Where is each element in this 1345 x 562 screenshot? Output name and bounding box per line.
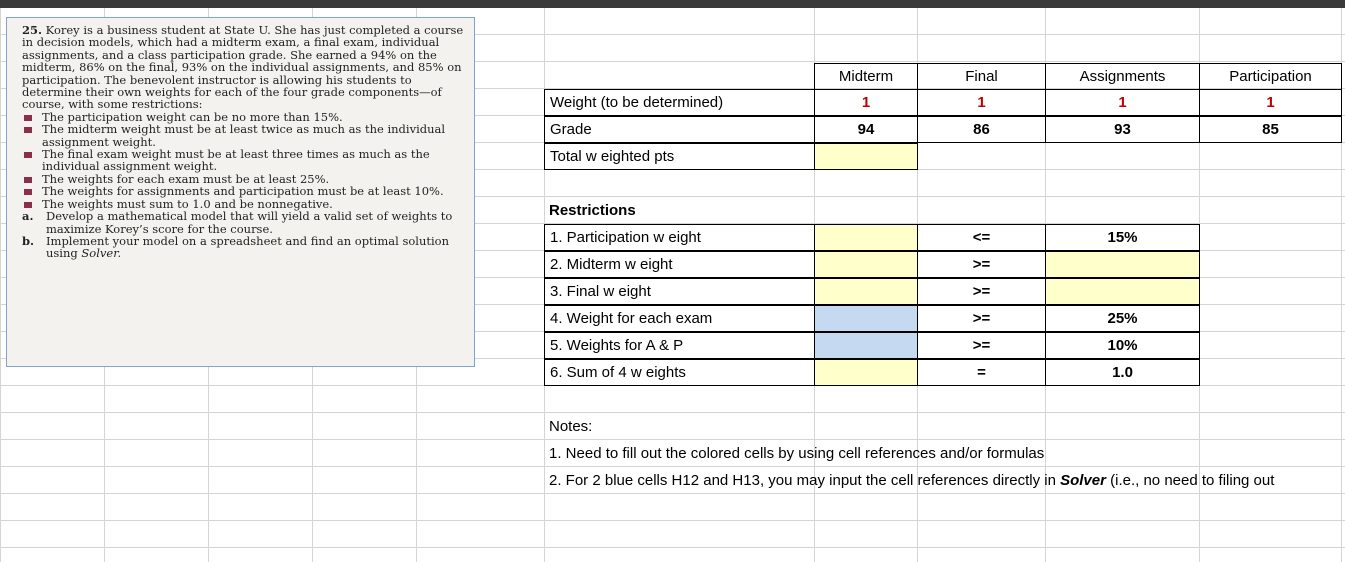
restriction-lhs-cell[interactable] bbox=[814, 224, 918, 251]
bullet-square-icon bbox=[24, 115, 32, 121]
total-weighted-label[interactable]: Total w eighted pts bbox=[544, 143, 815, 170]
problem-part-b: b. Implement your model on a spreadsheet and find an optimal solution using Solver. bbox=[22, 233, 449, 261]
restriction-label[interactable]: 5. Weights for A & P bbox=[544, 332, 815, 359]
bullet-square-icon bbox=[24, 189, 32, 195]
bullet-square-icon bbox=[24, 177, 32, 183]
restriction-operator[interactable]: <= bbox=[917, 224, 1046, 251]
problem-bullet: The final exam weight must be at least three times as much as the individual assignment weight. bbox=[22, 148, 464, 173]
restriction-operator[interactable]: >= bbox=[917, 251, 1046, 278]
restriction-label[interactable]: 6. Sum of 4 w eights bbox=[544, 359, 815, 386]
restriction-label[interactable]: 2. Midterm w eight bbox=[544, 251, 815, 278]
problem-image[interactable] bbox=[6, 17, 475, 367]
problem-bullet: The midterm weight must be at least twice as much as the individual assignment weight. bbox=[22, 123, 464, 148]
restriction-operator[interactable]: >= bbox=[917, 278, 1046, 305]
header-participation[interactable]: Participation bbox=[1199, 63, 1342, 90]
problem-bullet: The weights for assignments and participation must be at least 10%. bbox=[22, 185, 464, 197]
grade-midterm[interactable]: 94 bbox=[814, 116, 918, 143]
problem-intro: 25. Korey is a business student at State U. She has just completed a course in decision models, which had a midterm exam, a final exam, individual assignments, and a class participation grade. She earned a 94% on the midterm, 86% on the final, 93% on the individual assignments, and 85% on participation. The benevolent instructor is allowing his students to determine their own weights for each of the four grade components—of course, with some restrictions: bbox=[22, 23, 464, 112]
restriction-rhs-cell[interactable]: 25% bbox=[1045, 305, 1200, 332]
note-line-2-text: 2. For 2 blue cells H12 and H13, you may input the cell references directly in bbox=[549, 472, 1061, 489]
restriction-rhs-cell[interactable]: 1.0 bbox=[1045, 359, 1200, 386]
bullet-square-icon bbox=[24, 152, 32, 158]
grade-label[interactable]: Grade bbox=[544, 116, 815, 143]
restriction-operator[interactable]: = bbox=[917, 359, 1046, 386]
restriction-rhs-cell[interactable]: 10% bbox=[1045, 332, 1200, 359]
restriction-lhs-blue-cell[interactable] bbox=[814, 332, 918, 359]
problem-bullet: The participation weight can be no more than 15%. bbox=[22, 111, 464, 123]
window-top-bar bbox=[0, 0, 1345, 8]
header-assignments[interactable]: Assignments bbox=[1045, 63, 1200, 90]
solver-tool-name: Solver. bbox=[81, 246, 122, 261]
header-final[interactable]: Final bbox=[917, 63, 1046, 90]
problem-bullet: The weights must sum to 1.0 and be nonnegative. bbox=[22, 198, 464, 210]
restriction-label[interactable]: 1. Participation w eight bbox=[544, 224, 815, 251]
restriction-operator[interactable]: >= bbox=[917, 305, 1046, 332]
restriction-rhs-cell[interactable] bbox=[1045, 278, 1200, 305]
grade-participation[interactable]: 85 bbox=[1199, 116, 1342, 143]
restriction-lhs-blue-cell[interactable] bbox=[814, 305, 918, 332]
note-line-2[interactable] bbox=[544, 467, 1340, 494]
total-weighted-cell[interactable] bbox=[814, 143, 918, 170]
grade-assignments[interactable]: 93 bbox=[1045, 116, 1200, 143]
restriction-lhs-cell[interactable] bbox=[814, 359, 918, 386]
restriction-operator[interactable]: >= bbox=[917, 332, 1046, 359]
solver-name: Solver bbox=[1060, 472, 1106, 489]
weight-participation[interactable]: 1 bbox=[1199, 89, 1342, 116]
notes-title[interactable]: Notes: bbox=[549, 418, 593, 435]
bullet-square-icon bbox=[24, 202, 32, 208]
weight-final[interactable]: 1 bbox=[917, 89, 1046, 116]
weight-midterm[interactable]: 1 bbox=[814, 89, 918, 116]
weight-assignments[interactable]: 1 bbox=[1045, 89, 1200, 116]
note-line-2-tail: (i.e., no need to filing out bbox=[1105, 472, 1275, 489]
restriction-rhs-cell[interactable]: 15% bbox=[1045, 224, 1200, 251]
restriction-rhs-cell[interactable] bbox=[1045, 251, 1200, 278]
restriction-lhs-cell[interactable] bbox=[814, 251, 918, 278]
weight-label[interactable]: Weight (to be determined) bbox=[544, 89, 815, 116]
grade-final[interactable]: 86 bbox=[917, 116, 1046, 143]
restriction-lhs-cell[interactable] bbox=[814, 278, 918, 305]
note-line-1[interactable]: 1. Need to fill out the colored cells by using cell references and/or formulas bbox=[549, 445, 1045, 462]
restriction-label[interactable]: 3. Final w eight bbox=[544, 278, 815, 305]
restriction-label[interactable]: 4. Weight for each exam bbox=[544, 305, 815, 332]
restrictions-title[interactable]: Restrictions bbox=[549, 202, 636, 219]
bullet-square-icon bbox=[24, 127, 32, 133]
header-midterm[interactable]: Midterm bbox=[814, 63, 918, 90]
problem-part-a: a. Develop a mathematical model that will yield a valid set of weights to maximize Korey’s score for the course. bbox=[22, 209, 453, 236]
problem-number: 25. bbox=[22, 23, 43, 37]
problem-bullet: The weights for each exam must be at least 25%. bbox=[22, 173, 464, 185]
